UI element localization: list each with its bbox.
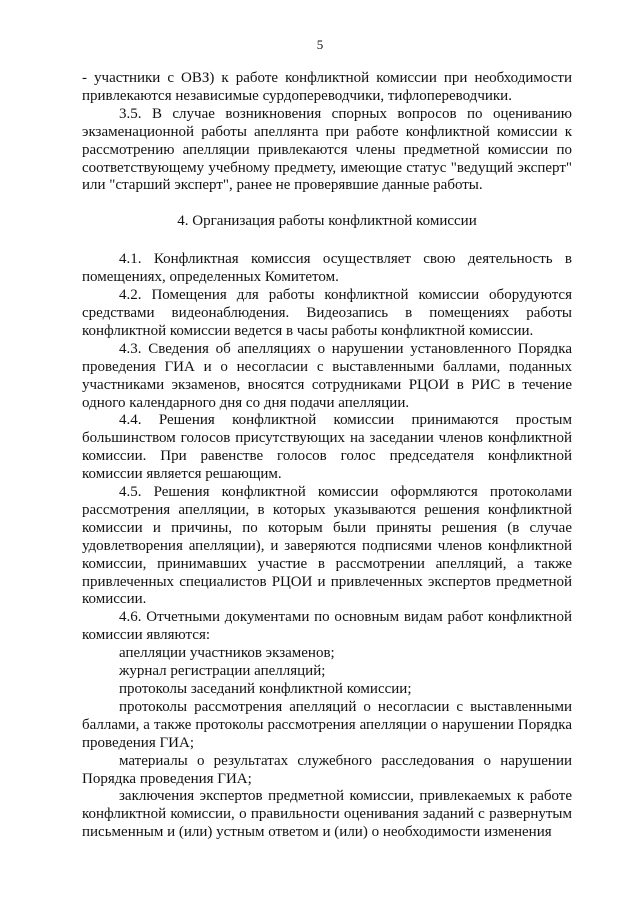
list-item: заключения экспертов предметной комиссии, привлекаемых к работе конфликтной комиссии, о правильности оценивания заданий с развернутым письменным и (или) устным ответом и (или) о необходимости изменения [82, 788, 572, 841]
list-item: протоколы заседаний конфликтной комиссии; [119, 681, 412, 697]
paragraph-3-5: 3.5. В случае возникновения спорных вопросов по оцениванию экзаменационной работы апеллянта при работе конфликтной комиссии к рассмотрению апелляции привлекаются члены предметной комиссии по соответствующему учебному предмету, имеющие статус "ведущий эксперт" или "старший эксперт", ранее не проверявшие данные работы. [82, 105, 572, 194]
document-body [82, 70, 572, 842]
list-item: апелляции участников экзаменов; [119, 645, 335, 662]
section-heading: 4. Организация работы конфликтной комиссии [177, 213, 477, 230]
list-item: журнал регистрации апелляций; [119, 663, 326, 680]
paragraph-4-1: 4.1. Конфликтная комиссия осуществляет свою деятельность в помещениях, определенных Комитетом. [82, 251, 572, 286]
list-item: материалы о результатах служебного расследования о нарушении Порядка проведения ГИА; [82, 752, 572, 787]
paragraph-4-3: 4.3. Сведения об апелляциях о нарушении установленного Порядка проведения ГИА и о несогласии с выставленными баллами, поданных участниками экзаменов, вносятся сотрудниками РЦОИ в РИС в течение одного календарного дня со дня подачи апелляции. [82, 340, 572, 411]
page-number: 5 [316, 37, 324, 52]
paragraph-4-4: 4.4. Решения конфликтной комиссии принимаются простым большинством голосов присутствующих на заседании членов конфликтной комиссии. При равенстве голосов голос председателя конфликтной комиссии является решающим. [82, 412, 572, 483]
list-item: протоколы рассмотрения апелляций о несогласии с выставленными баллами, а также протоколы рассмотрения апелляции о нарушении Порядка проведения ГИА; [82, 698, 572, 751]
paragraph-4-6: 4.6. Отчетными документами по основным видам работ конфликтной комиссии являются: [82, 609, 572, 644]
paragraph-4-2: 4.2. Помещения для работы конфликтной комиссии оборудуются средствами видеонаблюдения. Видеозапись в помещениях работы конфликтной комиссии ведется в часы работы конфликтной комиссии. [82, 287, 572, 339]
paragraph-continuation: - участники с ОВЗ) к работе конфликтной комиссии при необходимости привлекаются независимые сурдопереводчики, тифлопереводчики. [82, 70, 572, 104]
reporting-documents-list [82, 645, 572, 842]
paragraph-4-5: 4.5. Решения конфликтной комиссии оформляются протоколами рассмотрения апелляции, в которых указываются решения конфликтной комиссии и причины, по которым были приняты решения (в случае удовлетворения апелляции), и заверяются подписями членов конфликтной комиссии, принимавших участие в рассмотрении апелляций, а также привлеченных специалистов РЦОИ и привлеченных экспертов предметной комиссии. [82, 484, 572, 608]
